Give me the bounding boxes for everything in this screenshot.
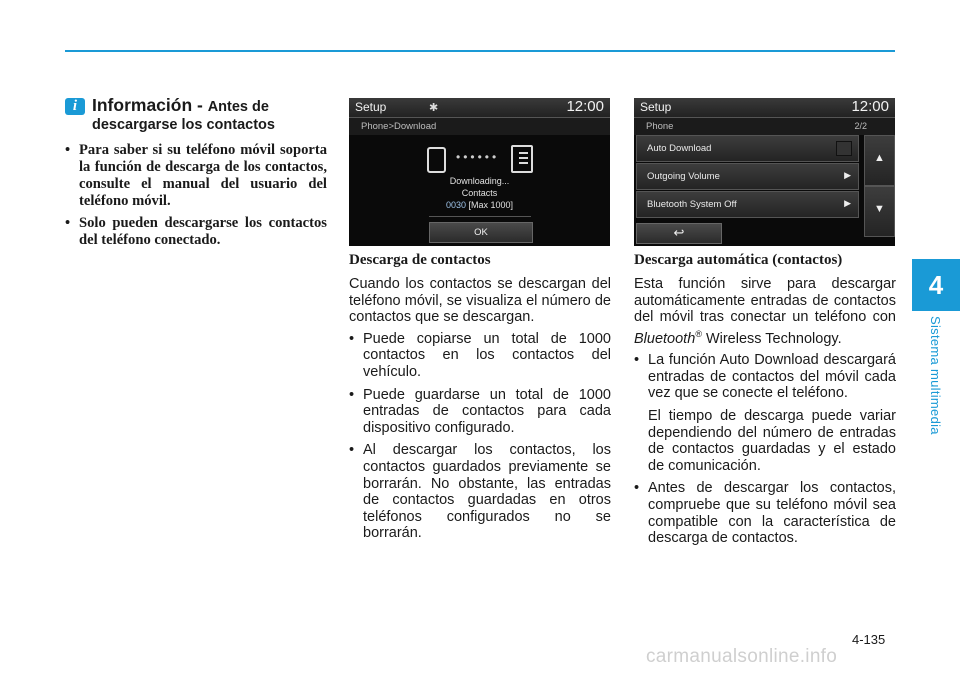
- contacts-list-icon: [511, 145, 533, 173]
- screen-divider: [429, 216, 531, 217]
- menu-item-label: Outgoing Volume: [647, 171, 720, 182]
- bluetooth-icon: ✱: [429, 102, 439, 114]
- section-bullet: • Antes de descargar los contactos, compruebe que su teléfono móvil sea compatible con la característica de descarga de contactos.: [634, 480, 896, 546]
- breadcrumb: Phone>Download: [361, 121, 437, 132]
- screen-header: [634, 98, 895, 118]
- scroll-up-button[interactable]: ▲: [864, 135, 895, 186]
- info-heading: [92, 96, 332, 134]
- section-bullet-list: [349, 331, 611, 542]
- chevron-right-icon: ▶: [844, 198, 851, 208]
- section-heading: Descarga automática (contactos): [634, 252, 843, 268]
- screen-title: Setup: [355, 100, 387, 114]
- checkbox-toggle[interactable]: [836, 141, 852, 156]
- section-bullet: [634, 352, 896, 474]
- info-icon: i: [65, 98, 85, 115]
- ok-button[interactable]: OK: [429, 222, 533, 243]
- info-heading-sub: Antes de descargarse los contactos: [92, 99, 275, 133]
- page-indicator: 2/2: [854, 121, 867, 131]
- menu-item-auto-download[interactable]: [636, 135, 859, 162]
- section-heading: Descarga de contactos: [349, 252, 491, 268]
- download-count-row: [349, 199, 610, 211]
- watermark: carmanualsonline.info: [646, 646, 838, 667]
- download-section: [349, 251, 611, 548]
- screen-breadcrumb-bar: [634, 118, 895, 135]
- top-rule: [65, 50, 895, 52]
- download-status-line: Downloading...: [449, 176, 510, 186]
- bluetooth-brand: Bluetooth: [634, 330, 696, 347]
- progress-dots: ••••••: [456, 150, 500, 164]
- download-status: [349, 175, 610, 211]
- intro-text: Esta función sirve para descargar automáticamente entradas de contactos del móvil tras conectar un teléfono con: [634, 276, 896, 326]
- info-bullet: • Para saber si su teléfono móvil soporta la función de descarga de los contactos, consulte el manual del usuario del teléfono móvil.: [65, 142, 327, 210]
- section-bullet: • Al descargar los contactos, los contactos guardados previamente se borrarán. No obstante, las entradas de contactos guardadas en otros teléfonos configurados no se borrarán.: [349, 442, 611, 542]
- phone-settings-screen: [634, 98, 895, 246]
- info-bullet: • Solo pueden descargarse los contactos del teléfono conectado.: [65, 215, 327, 249]
- screen-header: [349, 98, 610, 118]
- download-max: [Max 1000]: [468, 200, 514, 210]
- section-intro: Cuando los contactos se descargan del teléfono móvil, se visualiza el número de contactos que se descargan.: [349, 276, 611, 326]
- section-bullet: • Puede copiarse un total de 1000 contactos en los contactos del vehículo.: [349, 331, 611, 381]
- phone-icon: [427, 147, 446, 173]
- chapter-tab: 4: [912, 259, 960, 311]
- menu-item-label: Bluetooth System Off: [647, 199, 737, 210]
- screen-clock: 12:00: [851, 98, 889, 115]
- screen-breadcrumb-bar: [349, 118, 610, 135]
- registered-mark: ®: [695, 328, 702, 339]
- section-bullet-list: [634, 352, 896, 547]
- auto-download-section: [634, 251, 896, 553]
- back-button[interactable]: ↩: [636, 223, 722, 244]
- chapter-title: Sistema multimedia: [928, 316, 943, 435]
- menu-item-outgoing-volume[interactable]: [636, 163, 859, 190]
- download-screen: [349, 98, 610, 246]
- intro-text-end: Wireless Technology.: [701, 330, 842, 347]
- bullet-paragraph: El tiempo de descarga puede variar dependiendo del número de entradas de contactos guardadas y el estado de comunicación.: [648, 407, 896, 474]
- menu-item-bluetooth-system-off[interactable]: [636, 191, 859, 218]
- chevron-right-icon: ▶: [844, 170, 851, 180]
- info-heading-main: Información -: [92, 95, 208, 115]
- section-intro: [634, 276, 896, 347]
- menu-item-label: Auto Download: [647, 143, 712, 154]
- download-count: 0030: [445, 200, 466, 210]
- section-bullet: • Puede guardarse un total de 1000 entradas de contactos para cada dispositivo configurado.: [349, 387, 611, 437]
- info-bullet-list: [65, 142, 327, 254]
- download-status-label: Contacts: [461, 188, 498, 198]
- scroll-down-button[interactable]: ▼: [864, 186, 895, 237]
- page-number: 4-135: [852, 632, 886, 647]
- screen-title: Setup: [640, 100, 672, 114]
- breadcrumb: Phone: [646, 121, 674, 132]
- bullet-paragraph: • La función Auto Download descargará entradas de contactos del móvil cada vez que se conecte el teléfono.: [648, 352, 896, 402]
- screen-clock: 12:00: [566, 98, 604, 115]
